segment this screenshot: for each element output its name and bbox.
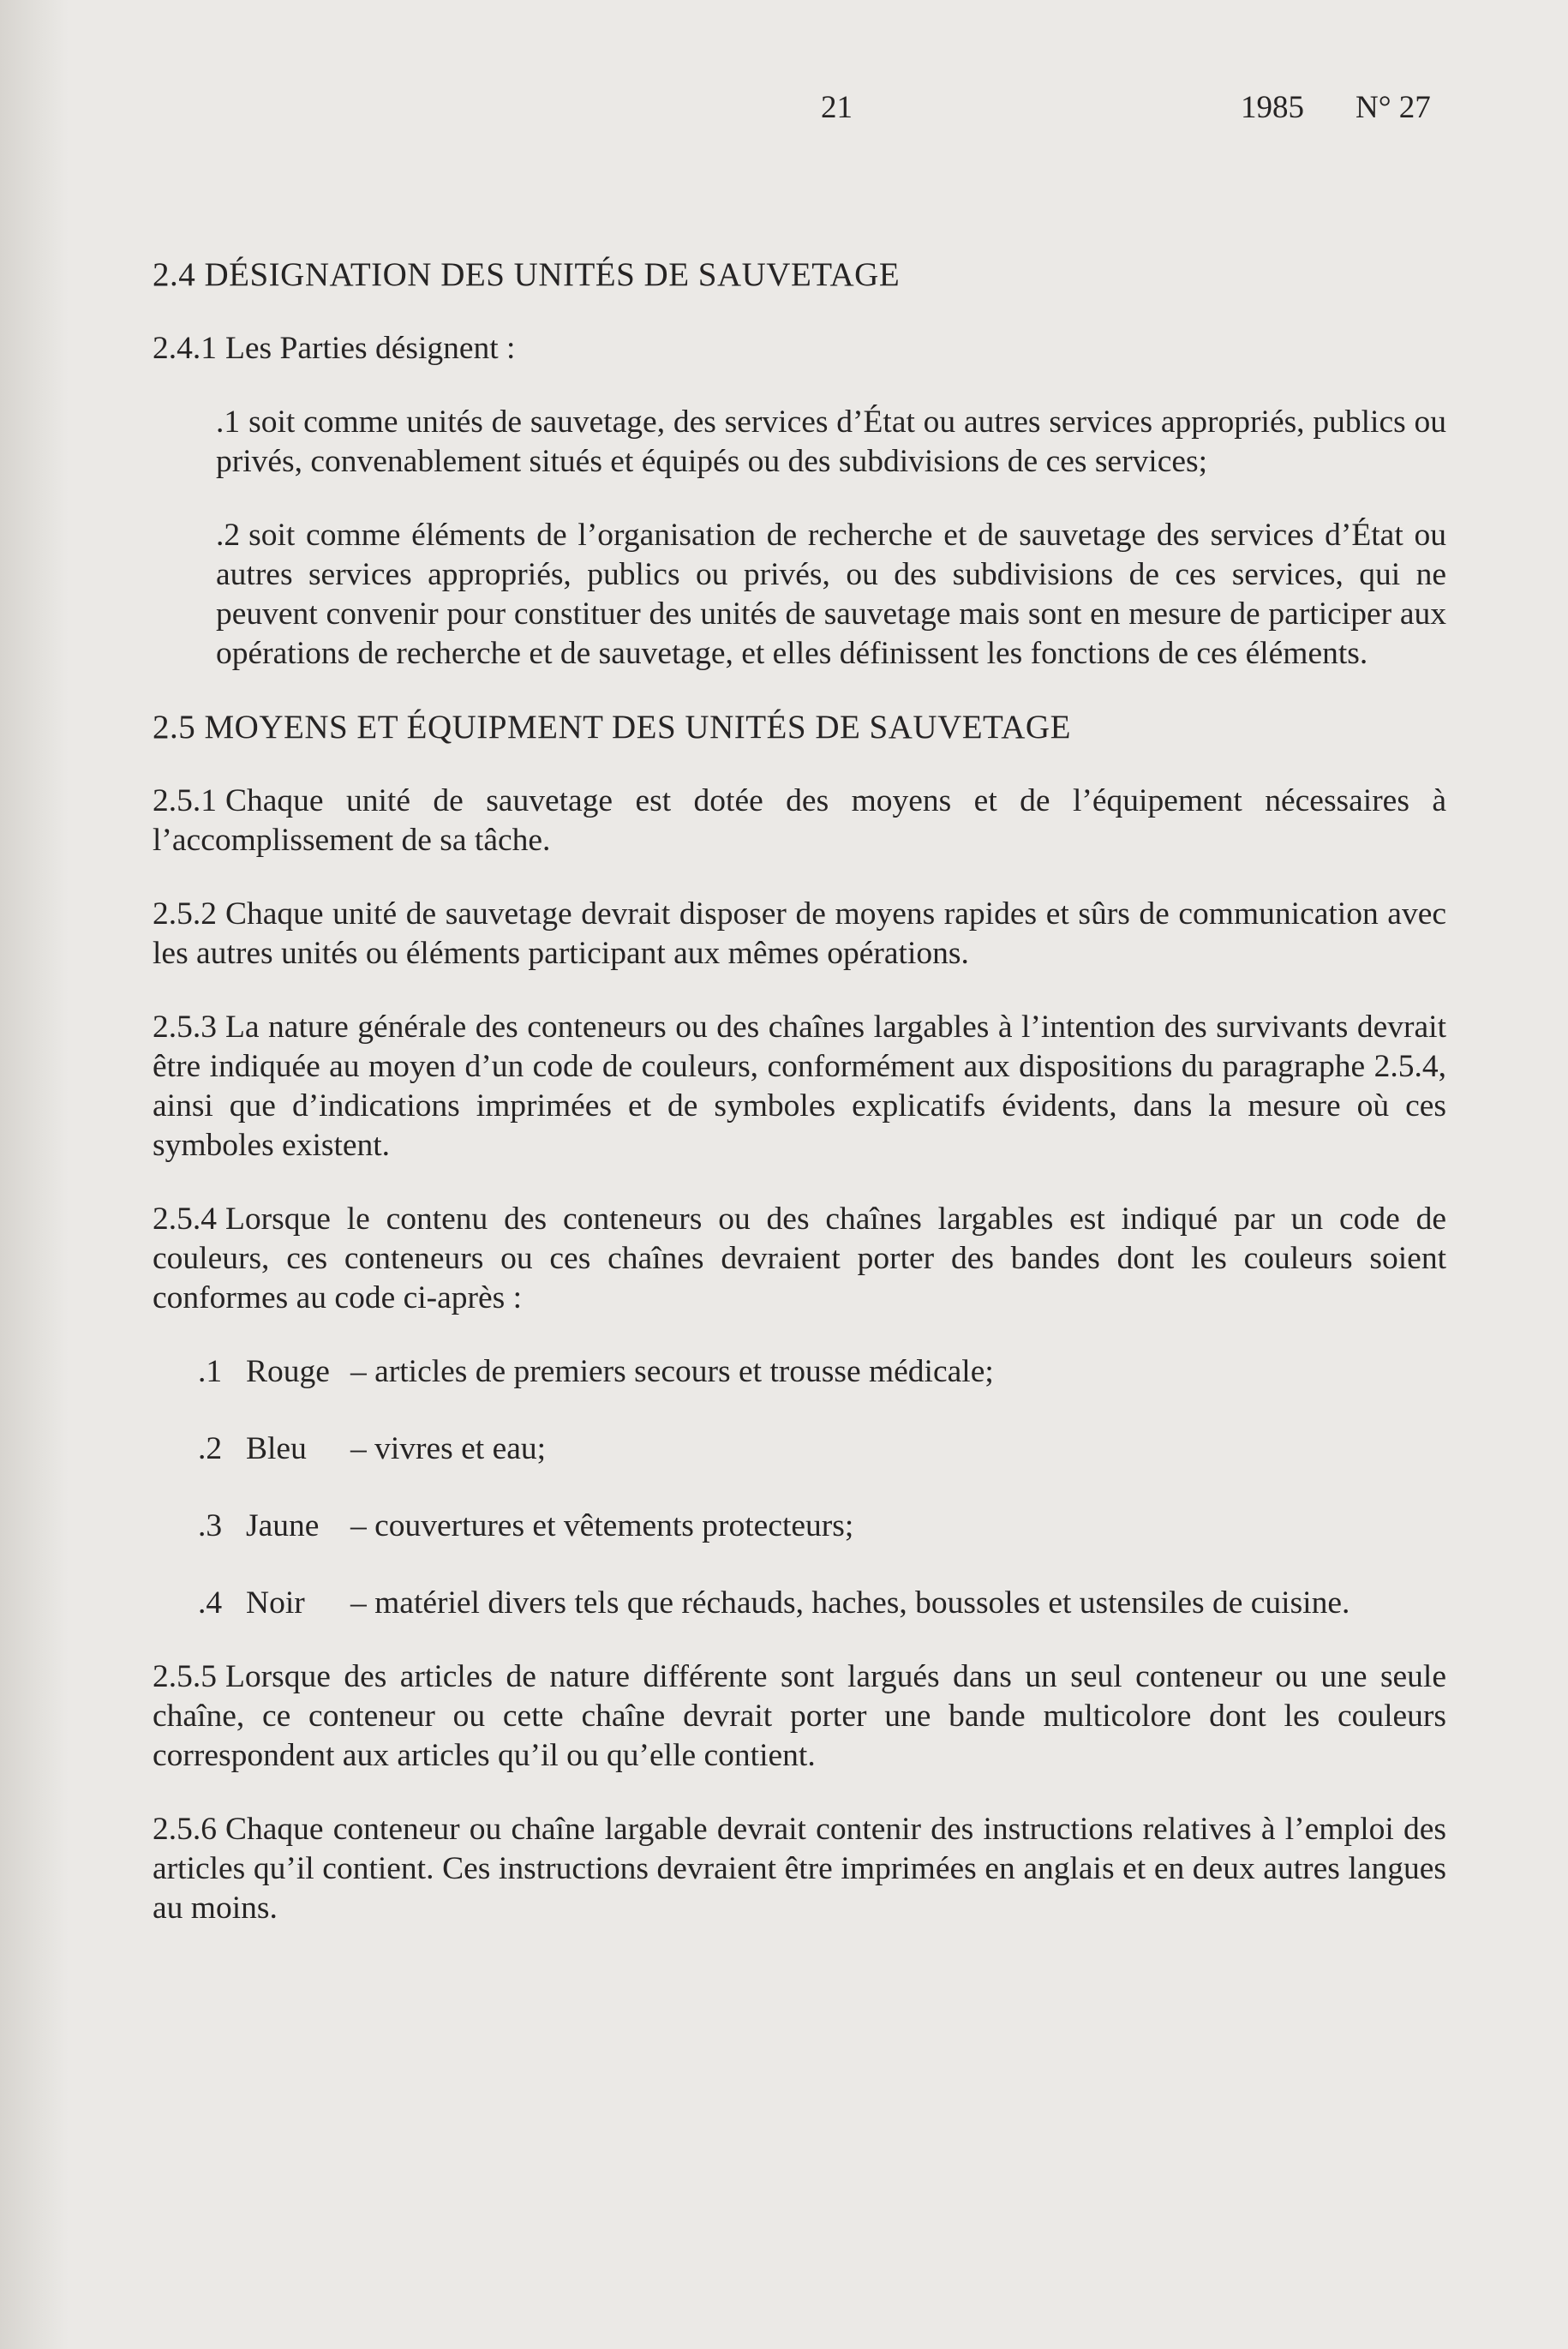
color-code-number: .4 (198, 1585, 223, 1621)
color-code-name: Noir (246, 1585, 305, 1621)
color-code-name: Rouge (246, 1354, 330, 1389)
list-item-2-4-1-2 (216, 516, 1446, 674)
document-body (153, 255, 1446, 1962)
paragraph-2-5-5 (153, 1657, 1446, 1776)
paragraph-2-5-3 (153, 1008, 1446, 1166)
color-code-number: .1 (198, 1354, 223, 1389)
item-number: .1 (216, 404, 241, 440)
paragraph-number: 2.5.2 (153, 896, 217, 932)
color-code-name: Bleu (246, 1431, 307, 1466)
paragraph-2-4-1 (153, 329, 1446, 369)
paragraph-2-5-4 (153, 1200, 1446, 1318)
paragraph-number: 2.4.1 (153, 331, 217, 366)
paragraph-text: Lorsque le contenu des conteneurs ou des chaînes largables est indiqué par un code de couleurs, ces conteneurs ou ces chaînes devraient porter des bandes dont les couleurs soient conformes au code ci-après : (153, 1201, 1446, 1315)
color-code-description: – articles de premiers secours et trousse médicale; (350, 1354, 994, 1389)
color-code-row (198, 1584, 1446, 1623)
section-heading-2-5: 2.5 MOYENS ET ÉQUIPMENT DES UNITÉS DE SAUVETAGE (153, 709, 1071, 746)
paragraph-number: 2.5.4 (153, 1201, 217, 1237)
paragraph-2-5-2 (153, 895, 1446, 974)
page-header (0, 89, 1568, 132)
paragraph-text: Lorsque des articles de nature différente sont largués dans un seul conteneur ou une seule chaîne, ce conteneur ou cette chaîne devrait porter une bande multicolore dont les couleurs correspondent aux articles qu’il ou qu’elle contient. (153, 1659, 1446, 1773)
paragraph-text: Chaque unité de sauvetage devrait disposer de moyens rapides et sûrs de communication avec les autres unités ou éléments participant aux mêmes opérations. (153, 896, 1446, 971)
color-code-number: .2 (198, 1431, 223, 1466)
color-code-number: .3 (198, 1508, 223, 1543)
paragraph-number: 2.5.3 (153, 1010, 217, 1045)
paragraph-number: 2.5.5 (153, 1659, 217, 1694)
item-number: .2 (216, 518, 241, 553)
color-code-description: – vivres et eau; (350, 1431, 547, 1466)
color-code-description: – couvertures et vêtements protecteurs; (350, 1508, 854, 1543)
color-code-row (198, 1507, 1446, 1546)
paragraph-2-5-1 (153, 782, 1446, 860)
paragraph-text: Chaque unité de sauvetage est dotée des moyens et de l’équipement nécessaires à l’accomplissement de sa tâche. (153, 783, 1446, 858)
item-text: soit comme éléments de l’organisation de recherche et de sauvetage des services d’État ou autres services appropriés, publics ou privés, ou des subdivisions de ces services, qui ne peuvent convenir pour constituer des unités de sauvetage mais sont en mesure de participer aux opérations de recherche et de sauvetage, et elles définissent les fonctions de ces éléments. (216, 518, 1446, 671)
header-issue-number: N° 27 (1356, 90, 1431, 125)
color-code-name: Jaune (246, 1508, 320, 1543)
list-item-2-4-1-1 (216, 403, 1446, 482)
section-heading-2-4: 2.4 DÉSIGNATION DES UNITÉS DE SAUVETAGE (153, 256, 901, 293)
header-year: 1985 (1241, 90, 1304, 125)
page-number: 21 (821, 90, 853, 125)
paragraph-2-5-6 (153, 1810, 1446, 1928)
paragraph-text: Les Parties désignent : (225, 331, 516, 366)
paragraph-text: Chaque conteneur ou chaîne largable devrait contenir des instructions relatives à l’emploi des articles qu’il contient. Ces instructions devraient être imprimées en anglais et en deux autres langues au moins. (153, 1812, 1446, 1926)
paragraph-text: La nature générale des conteneurs ou des chaînes largables à l’intention des survivants devrait être indiquée au moyen d’un code de couleurs, conformément aux dispositions du paragraphe 2.5.4, ainsi que d’indications imprimées et de symboles explicatifs évidents, dans la mesure où ces symboles existent. (153, 1010, 1446, 1163)
color-code-row (198, 1429, 1446, 1469)
page-edge-shadow (0, 0, 69, 2349)
paragraph-number: 2.5.6 (153, 1812, 217, 1847)
color-code-row (198, 1352, 1446, 1392)
paragraph-number: 2.5.1 (153, 783, 217, 818)
color-code-list (198, 1352, 1446, 1623)
item-text: soit comme unités de sauvetage, des services d’État ou autres services appropriés, publics ou privés, convenablement situés et équipés ou des subdivisions de ces services; (216, 404, 1446, 479)
color-code-description: – matériel divers tels que réchauds, haches, boussoles et ustensiles de cuisine. (350, 1585, 1350, 1621)
